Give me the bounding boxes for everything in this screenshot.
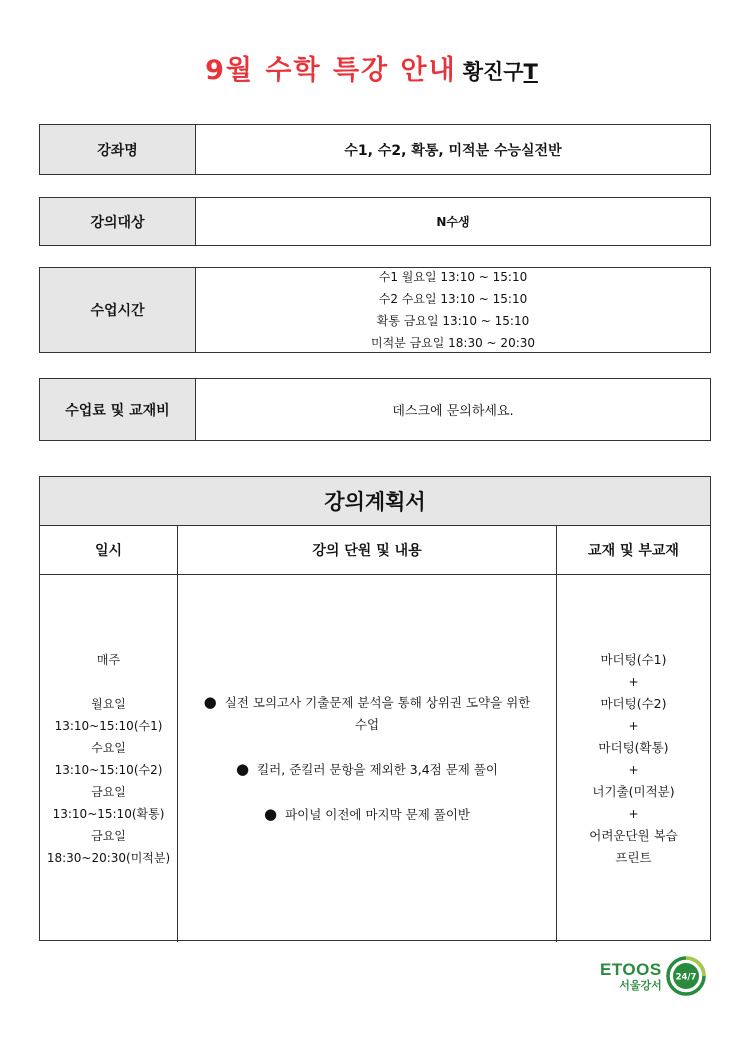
course-name-row xyxy=(39,124,711,175)
plus-sign: + xyxy=(628,674,639,689)
logo-branch: 서울강서 xyxy=(619,978,662,992)
material-text: 너기출(미적분) xyxy=(592,783,675,799)
fee-row xyxy=(39,378,711,441)
material-text: 어려운단원 복습 xyxy=(589,827,678,843)
schedule-text: 매주 xyxy=(96,652,121,667)
course-name-label: 강좌명 xyxy=(40,125,196,174)
teacher-suffix: T xyxy=(523,60,538,84)
content-item: ● 킬러, 준킬러 문항을 제외한 3,4점 문제 풀이 xyxy=(236,760,498,778)
plus-sign: + xyxy=(628,762,639,777)
material-text: 프린트 xyxy=(615,849,652,865)
material-text: 마더텅(확통) xyxy=(598,739,669,755)
schedule-text: 18:30~20:30(미적분) xyxy=(46,850,171,865)
svg-text:24/7: 24/7 xyxy=(675,972,697,983)
lecture-plan-body xyxy=(40,575,710,942)
schedule-text: 수요일 xyxy=(91,740,126,755)
plus-sign: + xyxy=(628,718,639,733)
schedule-value xyxy=(196,268,710,352)
content-item: ● 파이널 이전에 마지막 문제 풀이반 xyxy=(263,805,471,823)
notice-title: 9월 수학 특강 안내 xyxy=(205,55,457,86)
schedule-row xyxy=(39,267,711,353)
target-value: N수생 xyxy=(436,215,470,229)
plus-sign: + xyxy=(628,806,639,821)
lecture-plan-header-row xyxy=(40,526,710,575)
material-text: 마더텅(수2) xyxy=(600,695,667,711)
schedule-text: 월요일 xyxy=(91,696,126,711)
materials-cell xyxy=(557,575,710,942)
bullet-icon: ● xyxy=(263,805,278,823)
bullet-icon: ● xyxy=(236,760,250,778)
logo-brand: ETOOS xyxy=(600,959,662,979)
column-header-content: 강의 단원 및 내용 xyxy=(178,526,557,574)
logo-text xyxy=(600,960,662,993)
schedule-cell xyxy=(40,575,178,942)
schedule-line: 수2 수요일 13:10 ~ 15:10 xyxy=(378,292,528,306)
fee-label: 수업료 및 교재비 xyxy=(40,379,196,440)
schedule-line: 확통 금요일 13:10 ~ 15:10 xyxy=(376,314,530,328)
schedule-text: 13:10~15:10(수1) xyxy=(54,718,163,733)
content-item: ● 실전 모의고사 기출문제 분석을 통해 상위권 도약을 위한 수업 xyxy=(203,693,531,732)
schedule-line: 미적분 금요일 18:30 ~ 20:30 xyxy=(370,336,536,350)
badge-247-icon xyxy=(666,956,706,996)
bullet-icon: ● xyxy=(203,693,217,711)
page-title xyxy=(0,48,743,87)
lecture-plan-table xyxy=(39,476,711,941)
fee-value: 데스크에 문의하세요. xyxy=(392,404,514,419)
schedule-text: 금요일 xyxy=(91,828,126,843)
schedule-text: 금요일 xyxy=(91,784,126,799)
schedule-text: 13:10~15:10(확통) xyxy=(52,806,165,821)
schedule-label: 수업시간 xyxy=(40,268,196,352)
target-label: 강의대상 xyxy=(40,198,196,245)
schedule-text: 13:10~15:10(수2) xyxy=(54,762,163,777)
teacher-name: 황진구T xyxy=(462,60,538,84)
schedule-line: 수1 월요일 13:10 ~ 15:10 xyxy=(378,270,528,284)
material-text: 마더텅(수1) xyxy=(600,651,667,667)
course-name-value: 수1, 수2, 확통, 미적분 수능실전반 xyxy=(344,142,562,159)
lecture-plan-heading: 강의계획서 xyxy=(40,477,710,526)
column-header-materials: 교재 및 부교재 xyxy=(588,543,679,559)
column-header-date: 일시 xyxy=(40,526,178,574)
target-row xyxy=(39,197,711,246)
etoos-logo xyxy=(600,954,706,998)
content-cell xyxy=(178,575,557,942)
